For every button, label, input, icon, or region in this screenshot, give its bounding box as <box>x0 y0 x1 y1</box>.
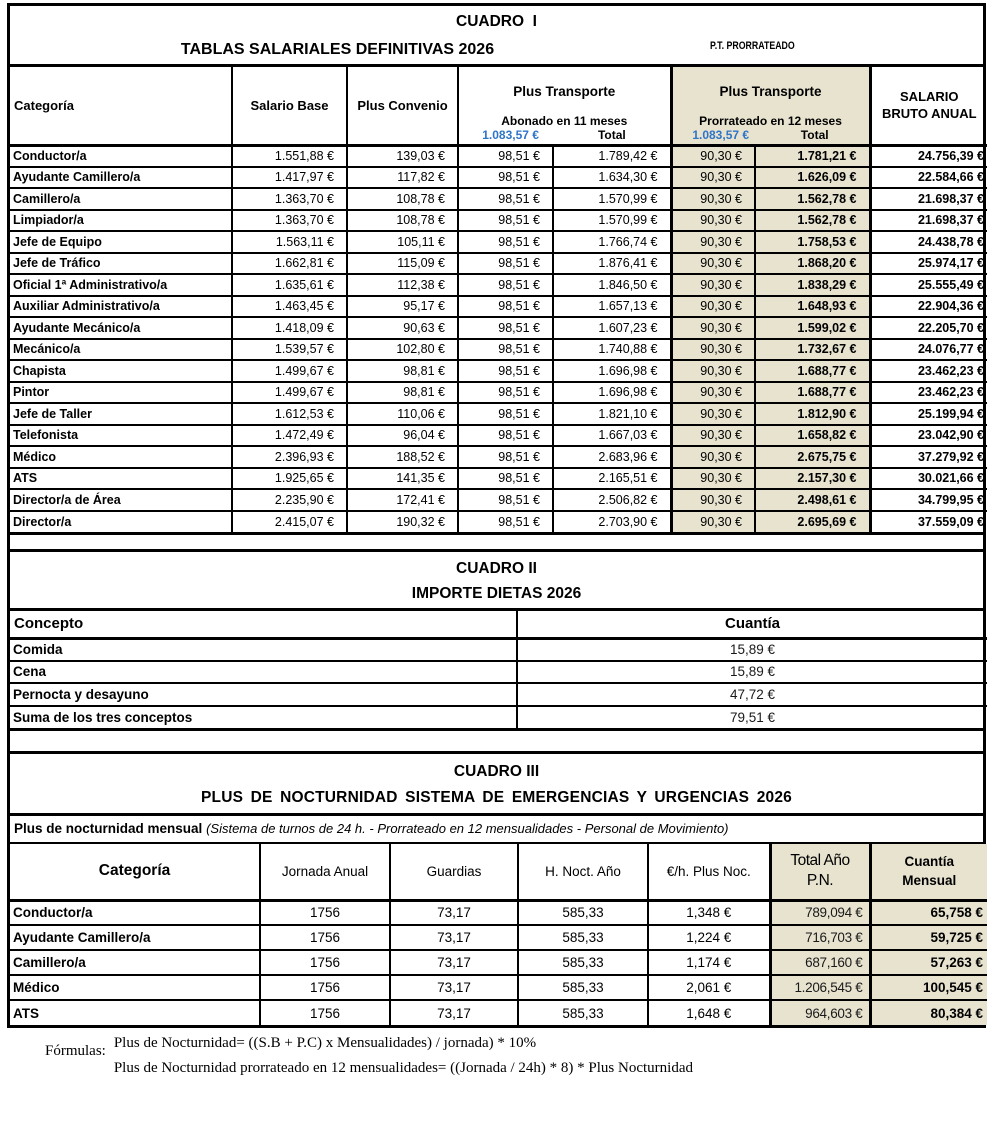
header-row <box>10 844 987 900</box>
salario-bruto-anual-cell: 37.279,92 € <box>870 446 987 468</box>
categoria-cell: Médico <box>10 975 260 1000</box>
plus-transporte-12-cell: 90,30 € <box>671 231 755 253</box>
nocturnidad-subheader-italic: (Sistema de turnos de 24 h. - Prorrateado en 12 mensualidades - Personal de Movimiento) <box>206 821 729 836</box>
plus-convenio-cell: 110,06 € <box>347 403 458 425</box>
header-row <box>10 67 987 145</box>
table-row <box>10 296 987 318</box>
cuadro1-section <box>7 3 986 535</box>
categoria-cell: Jefe de Taller <box>10 403 232 425</box>
cuadro1-subtitle: TABLAS SALARIALES DEFINITIVAS 2026 <box>180 41 495 58</box>
total-11-cell: 1.846,50 € <box>553 274 671 296</box>
cuantia-cell: 15,89 € <box>517 638 987 661</box>
categoria-cell: Auxiliar Administrativo/a <box>10 296 232 318</box>
table-row <box>10 317 987 339</box>
salario-bruto-anual-cell: 25.555,49 € <box>870 274 987 296</box>
categoria-cell: Chapista <box>10 360 232 382</box>
h-noct-ano-cell: 585,33 <box>518 900 648 925</box>
categoria-cell: Limpiador/a <box>10 210 232 232</box>
table-row <box>10 231 987 253</box>
plus-transporte-12-cell: 90,30 € <box>671 296 755 318</box>
categoria-cell: Oficial 1ª Administrativo/a <box>10 274 232 296</box>
total-ano-line1: Total Año <box>790 852 850 870</box>
plus-transporte-11-cell: 98,51 € <box>458 231 553 253</box>
categoria-cell: Jefe de Tráfico <box>10 253 232 275</box>
salario-base-cell: 1.612,53 € <box>232 403 347 425</box>
total-11-cell: 1.607,23 € <box>553 317 671 339</box>
plus-convenio-cell: 102,80 € <box>347 339 458 361</box>
salary-table-body <box>10 145 987 532</box>
formulas-label: Fórmulas: <box>45 1043 106 1059</box>
categoria-cell: Médico <box>10 446 232 468</box>
plus-transporte-11-cell: 98,51 € <box>458 339 553 361</box>
table-row <box>10 975 987 1000</box>
plus-transporte-11-cell: 98,51 € <box>458 382 553 404</box>
salario-bruto-anual-cell: 22.205,70 € <box>870 317 987 339</box>
salario-bruto-anual-cell: 25.974,17 € <box>870 253 987 275</box>
categoria-cell: Conductor/a <box>10 145 232 167</box>
cuadro2-title: CUADRO II <box>456 560 537 577</box>
plus-transporte-11-cell: 98,51 € <box>458 425 553 447</box>
guardias-cell: 73,17 <box>390 925 518 950</box>
total-12-cell: 2.675,75 € <box>755 446 870 468</box>
categoria-cell: ATS <box>10 1000 260 1025</box>
h-noct-ano-cell: 585,33 <box>518 950 648 975</box>
categoria-cell: Pintor <box>10 382 232 404</box>
plus-transporte-12-label: Plus Transporte <box>719 83 822 99</box>
salario-base-cell: 1.662,81 € <box>232 253 347 275</box>
dietas-table-header <box>10 611 987 638</box>
plus-transporte-11-cell: 98,51 € <box>458 253 553 275</box>
formulas-block <box>7 1031 986 1081</box>
table-row <box>10 706 987 729</box>
total-11-cell: 1.789,42 € <box>553 145 671 167</box>
total-11-cell: 1.821,10 € <box>553 403 671 425</box>
concepto-cell: Comida <box>10 638 517 661</box>
jornada-anual-cell: 1756 <box>260 925 390 950</box>
total-ano-pn-cell: 687,160 € <box>770 950 870 975</box>
plus-convenio-cell: 108,78 € <box>347 188 458 210</box>
salario-bruto-anual-cell: 23.042,90 € <box>870 425 987 447</box>
table-row <box>10 446 987 468</box>
total-ano-pn-cell: 964,603 € <box>770 1000 870 1025</box>
table-row <box>10 253 987 275</box>
plus-transporte-11-cell: 98,51 € <box>458 511 553 533</box>
salario-bruto-line2: BRUTO ANUAL <box>881 106 977 122</box>
guardias-cell: 73,17 <box>390 975 518 1000</box>
plus-transporte-12-cell: 90,30 € <box>671 489 755 511</box>
plus-convenio-cell: 105,11 € <box>347 231 458 253</box>
table-row <box>10 403 987 425</box>
plus-transporte-12-cell: 90,30 € <box>671 339 755 361</box>
categoria-cell: Director/a de Área <box>10 489 232 511</box>
salario-bruto-anual-cell: 21.698,37 € <box>870 188 987 210</box>
cuantia-mensual-cell: 57,263 € <box>870 950 987 975</box>
plus-transporte-11-cell: 98,51 € <box>458 145 553 167</box>
col-header-plus-convenio: Plus Convenio <box>347 67 458 145</box>
total-12-cell: 1.868,20 € <box>755 253 870 275</box>
total-11-cell: 2.683,96 € <box>553 446 671 468</box>
categoria-cell: ATS <box>10 468 232 490</box>
salario-base-cell: 1.563,11 € <box>232 231 347 253</box>
total-ano-pn-cell: 1.206,545 € <box>770 975 870 1000</box>
abonado-11-label: Abonado en 11 meses <box>501 113 628 128</box>
categoria-cell: Mecánico/a <box>10 339 232 361</box>
total-12-cell: 1.758,53 € <box>755 231 870 253</box>
plus-transporte-12-cell: 90,30 € <box>671 188 755 210</box>
total-12-cell: 1.562,78 € <box>755 188 870 210</box>
total-12-cell: 1.781,21 € <box>755 145 870 167</box>
formula-line-2: Plus de Nocturnidad prorrateado en 12 mensualidades= ((Jornada / 24h) * 8) * Plus Nocturnidad <box>113 1060 693 1076</box>
table-row <box>10 360 987 382</box>
jornada-anual-cell: 1756 <box>260 975 390 1000</box>
salario-bruto-anual-cell: 22.904,36 € <box>870 296 987 318</box>
salario-base-cell: 1.539,57 € <box>232 339 347 361</box>
categoria-cell: Ayudante Camillero/a <box>10 167 232 189</box>
total-11-cell: 1.876,41 € <box>553 253 671 275</box>
table-row <box>10 950 987 975</box>
total-11-cell: 1.696,98 € <box>553 360 671 382</box>
categoria-cell: Camillero/a <box>10 188 232 210</box>
salario-base-cell: 1.363,70 € <box>232 210 347 232</box>
eh-plus-noc-cell: 1,224 € <box>648 925 770 950</box>
salario-bruto-anual-cell: 24.438,78 € <box>870 231 987 253</box>
total-12-cell: 1.732,67 € <box>755 339 870 361</box>
nocturnidad-subheader-bold: Plus de nocturnidad mensual <box>14 821 203 836</box>
table-row <box>10 188 987 210</box>
categoria-cell: Ayudante Camillero/a <box>10 925 260 950</box>
table-row <box>10 382 987 404</box>
col-header-salario-bruto-anual <box>870 67 987 145</box>
total-12-cell: 2.157,30 € <box>755 468 870 490</box>
total-11-cell: 2.703,90 € <box>553 511 671 533</box>
salario-base-cell: 1.363,70 € <box>232 188 347 210</box>
table-row <box>10 661 987 684</box>
table-row <box>10 925 987 950</box>
col-header-concepto: Concepto <box>10 611 517 638</box>
salario-base-cell: 1.417,97 € <box>232 167 347 189</box>
jornada-anual-cell: 1756 <box>260 950 390 975</box>
cuadro3-title: CUADRO III <box>453 763 540 780</box>
col-header-salario-base: Salario Base <box>232 67 347 145</box>
plus-transporte-11-cell: 98,51 € <box>458 188 553 210</box>
plus-transporte-12-cell: 90,30 € <box>671 446 755 468</box>
salario-bruto-anual-cell: 25.199,94 € <box>870 403 987 425</box>
guardias-cell: 73,17 <box>390 900 518 925</box>
salario-base-cell: 2.235,90 € <box>232 489 347 511</box>
plus-transporte-12-cell: 90,30 € <box>671 425 755 447</box>
plus-transporte-11-cell: 98,51 € <box>458 317 553 339</box>
total-12-cell: 1.648,93 € <box>755 296 870 318</box>
plus-transporte-11-cell: 98,51 € <box>458 274 553 296</box>
col-header-categoria: Categoría <box>10 67 232 145</box>
importe-11-value: 1.083,57 € <box>482 127 539 142</box>
salario-base-cell: 1.472,49 € <box>232 425 347 447</box>
salario-base-cell: 1.635,61 € <box>232 274 347 296</box>
total-11-cell: 2.506,82 € <box>553 489 671 511</box>
salario-bruto-line1: SALARIO <box>900 88 959 104</box>
table-row <box>10 638 987 661</box>
salario-base-cell: 1.551,88 € <box>232 145 347 167</box>
col-header-cuantia: Cuantía <box>517 611 987 638</box>
salario-bruto-anual-cell: 22.584,66 € <box>870 167 987 189</box>
total-12-cell: 1.688,77 € <box>755 360 870 382</box>
total-11-cell: 1.570,99 € <box>553 210 671 232</box>
plus-transporte-12-cell: 90,30 € <box>671 167 755 189</box>
nocturnidad-table-body <box>10 900 987 1025</box>
table-row <box>10 683 987 706</box>
plus-transporte-12-cell: 90,30 € <box>671 145 755 167</box>
salario-bruto-anual-cell: 24.756,39 € <box>870 145 987 167</box>
total-ano-pn-cell: 789,094 € <box>770 900 870 925</box>
cuadro2-section <box>7 549 986 731</box>
categoria-cell: Telefonista <box>10 425 232 447</box>
spacer <box>7 731 986 751</box>
total-12-cell: 1.688,77 € <box>755 382 870 404</box>
cuantia-cell: 79,51 € <box>517 706 987 729</box>
concepto-cell: Suma de los tres conceptos <box>10 706 517 729</box>
prorrateado-12-label: Prorrateado en 12 meses <box>699 113 842 128</box>
concepto-cell: Cena <box>10 661 517 684</box>
guardias-cell: 73,17 <box>390 1000 518 1025</box>
cuantia-cell: 47,72 € <box>517 683 987 706</box>
total-12-cell: 2.695,69 € <box>755 511 870 533</box>
total-ano-line2: P.N. <box>806 872 834 890</box>
pt-prorrateado-label: P.T. PRORRATEADO <box>710 40 795 52</box>
table-row <box>10 468 987 490</box>
cuantia-line2: Mensual <box>902 873 957 889</box>
total-12-cell: 1.658,82 € <box>755 425 870 447</box>
importe-12-row <box>673 128 869 144</box>
salario-base-cell: 2.396,93 € <box>232 446 347 468</box>
cuantia-mensual-cell: 80,384 € <box>870 1000 987 1025</box>
header-row <box>10 611 987 638</box>
total-11-cell: 1.657,13 € <box>553 296 671 318</box>
total-11-cell: 1.634,30 € <box>553 167 671 189</box>
total-11-cell: 2.165,51 € <box>553 468 671 490</box>
salario-base-cell: 1.925,65 € <box>232 468 347 490</box>
plus-transporte-12-cell: 90,30 € <box>671 253 755 275</box>
table-row <box>10 210 987 232</box>
plus-convenio-cell: 90,63 € <box>347 317 458 339</box>
plus-convenio-cell: 108,78 € <box>347 210 458 232</box>
total-12-cell: 2.498,61 € <box>755 489 870 511</box>
plus-convenio-cell: 172,41 € <box>347 489 458 511</box>
cuadro2-title-block <box>10 552 983 611</box>
cuantia-mensual-cell: 100,545 € <box>870 975 987 1000</box>
total-12-cell: 1.812,90 € <box>755 403 870 425</box>
plus-convenio-cell: 141,35 € <box>347 468 458 490</box>
plus-convenio-cell: 96,04 € <box>347 425 458 447</box>
salario-bruto-anual-cell: 21.698,37 € <box>870 210 987 232</box>
importe-11-row <box>459 128 670 144</box>
plus-convenio-cell: 188,52 € <box>347 446 458 468</box>
dietas-table <box>10 611 987 728</box>
jornada-anual-cell: 1756 <box>260 900 390 925</box>
plus-convenio-cell: 115,09 € <box>347 253 458 275</box>
salario-base-cell: 2.415,07 € <box>232 511 347 533</box>
plus-transporte-11-cell: 98,51 € <box>458 296 553 318</box>
salario-bruto-anual-cell: 34.799,95 € <box>870 489 987 511</box>
formula-line-1: Plus de Nocturnidad= ((S.B + P.C) x Mensualidades) / jornada) * 10% <box>113 1035 537 1051</box>
categoria-cell: Conductor/a <box>10 900 260 925</box>
plus-transporte-11-cell: 98,51 € <box>458 446 553 468</box>
plus-transporte-11-cell: 98,51 € <box>458 468 553 490</box>
table-row <box>10 274 987 296</box>
salario-base-cell: 1.418,09 € <box>232 317 347 339</box>
categoria-cell: Ayudante Mecánico/a <box>10 317 232 339</box>
cuantia-cell: 15,89 € <box>517 661 987 684</box>
cuadro3-subtitle: PLUS DE NOCTURNIDAD SISTEMA DE EMERGENCIAS Y URGENCIAS 2026 <box>200 789 793 806</box>
cuadro1-title: CUADRO I <box>456 13 537 30</box>
salario-bruto-anual-cell: 30.021,66 € <box>870 468 987 490</box>
col-header-jornada-anual: Jornada Anual <box>260 844 390 900</box>
plus-transporte-12-cell: 90,30 € <box>671 382 755 404</box>
dietas-table-body <box>10 638 987 728</box>
table-row <box>10 511 987 533</box>
cuantia-line1: Cuantía <box>904 853 954 869</box>
table-row <box>10 489 987 511</box>
plus-transporte-11-cell: 98,51 € <box>458 360 553 382</box>
col-header-guardias: Guardias <box>390 844 518 900</box>
cuadro3-title-block <box>10 754 983 816</box>
salario-bruto-anual-cell: 37.559,09 € <box>870 511 987 533</box>
salario-bruto-anual-cell: 23.462,23 € <box>870 360 987 382</box>
col-header-cuantia-mensual <box>870 844 987 900</box>
col-header-categoria: Categoría <box>10 844 260 900</box>
plus-transporte-label: Plus Transporte <box>513 83 616 99</box>
total-ano-pn-cell: 716,703 € <box>770 925 870 950</box>
total-12-cell: 1.562,78 € <box>755 210 870 232</box>
table-row <box>10 145 987 167</box>
plus-transporte-12-cell: 90,30 € <box>671 360 755 382</box>
plus-convenio-cell: 98,81 € <box>347 360 458 382</box>
table-row <box>10 425 987 447</box>
salary-table-header <box>10 67 987 145</box>
total-12-cell: 1.838,29 € <box>755 274 870 296</box>
cuantia-mensual-cell: 65,758 € <box>870 900 987 925</box>
col-header-h-noct-ano: H. Noct. Año <box>518 844 648 900</box>
plus-convenio-cell: 139,03 € <box>347 145 458 167</box>
plus-transporte-11-cell: 98,51 € <box>458 167 553 189</box>
plus-transporte-12-cell: 90,30 € <box>671 403 755 425</box>
jornada-anual-cell: 1756 <box>260 1000 390 1025</box>
cuantia-mensual-cell: 59,725 € <box>870 925 987 950</box>
h-noct-ano-cell: 585,33 <box>518 975 648 1000</box>
col-header-eh-plus-noc: €/h. Plus Noc. <box>648 844 770 900</box>
salario-base-cell: 1.463,45 € <box>232 296 347 318</box>
salario-bruto-anual-cell: 23.462,23 € <box>870 382 987 404</box>
total-11-cell: 1.696,98 € <box>553 382 671 404</box>
eh-plus-noc-cell: 1,174 € <box>648 950 770 975</box>
eh-plus-noc-cell: 2,061 € <box>648 975 770 1000</box>
eh-plus-noc-cell: 1,648 € <box>648 1000 770 1025</box>
plus-transporte-11-cell: 98,51 € <box>458 489 553 511</box>
table-row <box>10 900 987 925</box>
formulas-lines <box>114 1031 693 1081</box>
col-header-plus-transporte-12 <box>671 67 870 145</box>
guardias-cell: 73,17 <box>390 950 518 975</box>
total-11-cell: 1.766,74 € <box>553 231 671 253</box>
col-header-total-ano-pn <box>770 844 870 900</box>
nocturnidad-table <box>10 844 987 1025</box>
table-row <box>10 167 987 189</box>
salario-base-cell: 1.499,67 € <box>232 360 347 382</box>
plus-convenio-cell: 98,81 € <box>347 382 458 404</box>
total-11-cell: 1.740,88 € <box>553 339 671 361</box>
total-11-cell: 1.570,99 € <box>553 188 671 210</box>
categoria-cell: Director/a <box>10 511 232 533</box>
plus-convenio-cell: 112,38 € <box>347 274 458 296</box>
plus-transporte-12-cell: 90,30 € <box>671 511 755 533</box>
plus-convenio-cell: 190,32 € <box>347 511 458 533</box>
plus-convenio-cell: 117,82 € <box>347 167 458 189</box>
categoria-cell: Camillero/a <box>10 950 260 975</box>
salary-table <box>10 67 987 532</box>
salario-base-cell: 1.499,67 € <box>232 382 347 404</box>
table-row <box>10 339 987 361</box>
cuadro3-section <box>7 751 986 1028</box>
h-noct-ano-cell: 585,33 <box>518 925 648 950</box>
total-11-cell: 1.667,03 € <box>553 425 671 447</box>
concepto-cell: Pernocta y desayuno <box>10 683 517 706</box>
total-12-cell: 1.599,02 € <box>755 317 870 339</box>
table-row <box>10 1000 987 1025</box>
cuadro2-subtitle: IMPORTE DIETAS 2026 <box>411 585 582 602</box>
categoria-cell: Jefe de Equipo <box>10 231 232 253</box>
salario-bruto-anual-cell: 24.076,77 € <box>870 339 987 361</box>
nocturnidad-table-header <box>10 844 987 900</box>
total-12-label: Total <box>800 127 829 142</box>
importe-12-value: 1.083,57 € <box>692 127 750 142</box>
spacer <box>7 535 986 549</box>
plus-transporte-12-cell: 90,30 € <box>671 317 755 339</box>
col-header-plus-transporte-11 <box>458 67 671 145</box>
plus-transporte-11-cell: 98,51 € <box>458 210 553 232</box>
cuadro1-title-block <box>10 6 983 67</box>
plus-convenio-cell: 95,17 € <box>347 296 458 318</box>
plus-transporte-12-cell: 90,30 € <box>671 468 755 490</box>
total-12-cell: 1.626,09 € <box>755 167 870 189</box>
nocturnidad-subheader <box>10 816 983 844</box>
plus-transporte-11-cell: 98,51 € <box>458 403 553 425</box>
h-noct-ano-cell: 585,33 <box>518 1000 648 1025</box>
eh-plus-noc-cell: 1,348 € <box>648 900 770 925</box>
plus-transporte-12-cell: 90,30 € <box>671 274 755 296</box>
plus-transporte-12-cell: 90,30 € <box>671 210 755 232</box>
total-11-label: Total <box>597 127 626 142</box>
